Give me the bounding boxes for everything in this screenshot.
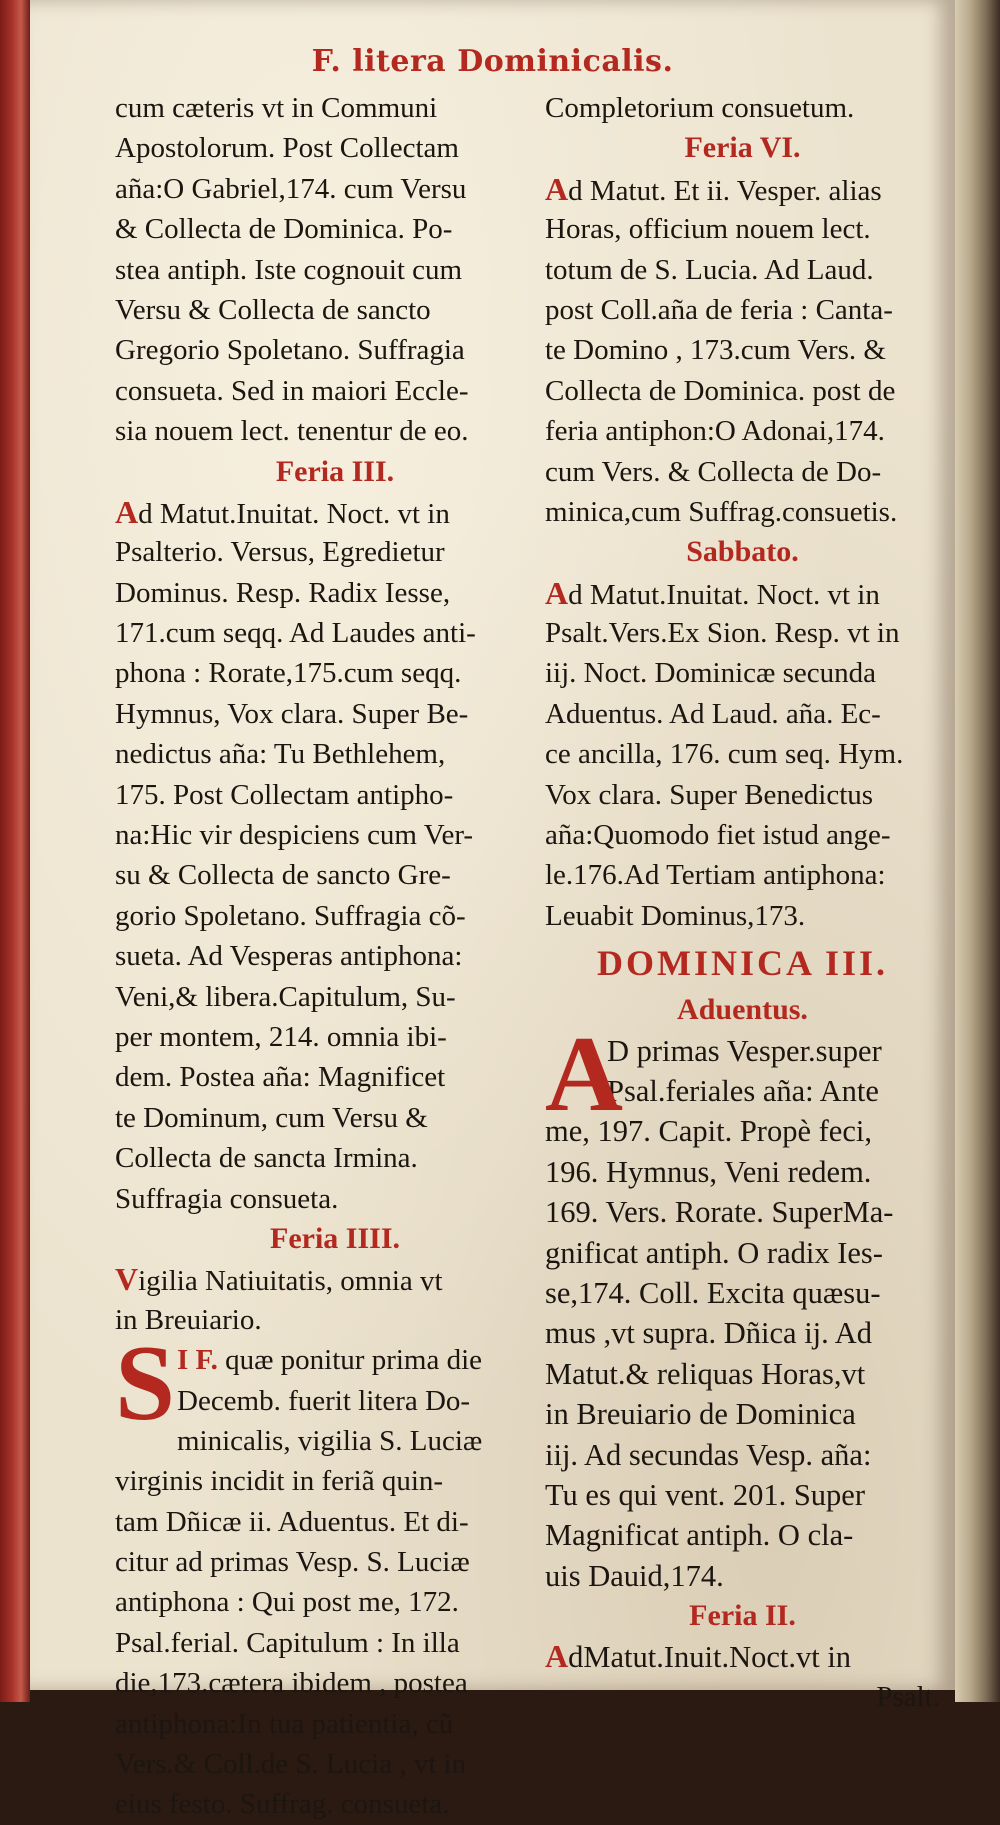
text-line: Dominus. Resp. Radix Iesse, [115,576,451,609]
text-line: Suffragia consueta. [115,1182,339,1215]
feria-vi-first-line: Ad Matut. Et ii. Vesper. alias [545,170,882,207]
text-line: Leuabit Dominus,173. [545,899,806,932]
text-line: Psal.feriales aña: Ante [607,1073,879,1108]
text-line: se,174. Coll. Excita quæsu- [545,1275,881,1310]
heading-sabbato: Sabbato. [686,535,799,569]
heading-feria-iii: Feria III. [275,454,395,488]
text-line: ce ancilla, 176. cum seq. Hym. [545,738,904,771]
book-page [30,0,955,1821]
text-line: sia nouem lect. tenentur de eo. [115,415,469,448]
catchword: Psalt. [876,1680,940,1713]
text-line: post Coll.aña de feria : Canta- [545,293,893,326]
text-line: Psalterio. Versus, Egredietur [115,536,445,569]
heading-dominica-iii: DOMINICA III. [596,943,889,984]
text-line: le.176.Ad Tertiam antiphona: [545,859,886,892]
text-line: dem. Postea aña: Magnificet [115,1061,446,1094]
text-line: su & Collecta de sancto Gre- [115,859,451,892]
text-line: tam Dñicæ ii. Aduentus. Et di- [115,1505,469,1538]
text-line: 171.cum seqq. Ad Laudes anti- [115,617,476,650]
running-head: F. litera Dominicalis. [311,44,674,79]
heading-feria-vi: Feria VI. [684,131,801,165]
text-line: Magnificat antiph. O cla- [545,1518,854,1553]
text-line: 175. Post Collectam antipho- [115,778,454,811]
text-line: antiphona:In tua patientia, cũ [115,1707,454,1740]
text-line: cum cæteris vt in Communi [115,92,438,124]
text-line: na:Hic vir despiciens cum Ver- [115,819,474,852]
si-f-continuation [115,1461,555,1825]
completorium-line: Completorium consuetum. [545,92,855,124]
text-line: antiphona : Qui post me, 172. [115,1586,459,1619]
book-fore-edge [955,0,1000,1702]
si-f-paragraph [115,1324,555,1461]
text-line: & Collecta de Dominica. Po- [115,213,453,246]
text-line: Collecta de sancta Irmina. [115,1142,418,1175]
text-line: Tu es qui vent. 201. Super [545,1477,865,1512]
text-line: Vers.& Coll.de S. Lucia , vt in [115,1748,467,1781]
text-line: phona : Rorate,175.cum seqq. [115,657,462,690]
text-line: minicalis, vigilia S. Luciæ [177,1424,483,1457]
text-line: Versu & Collecta de sancto [115,293,431,326]
text-line: Hymnus, Vox clara. Super Be- [115,697,469,730]
feria-iiii-first-line: Vigilia Natiuitatis, omnia vt [115,1261,443,1298]
text-line: per montem, 214. omnia ibi- [115,1020,447,1053]
text-line: uis Dauid,174. [545,1558,724,1593]
text-line: Horas, officium nouem lect. [545,213,871,246]
dominica-continuation [545,1111,940,1596]
dropcap-s: S [115,1324,176,1444]
text-line: Vox clara. Super Benedictus [545,778,874,811]
left-column [115,88,555,1825]
right-column [545,88,940,1717]
text-line: Veni,& libera.Capitulum, Su- [115,980,456,1013]
text-line: Decemb. fuerit litera Do- [177,1384,471,1417]
text-line: iij. Noct. Dominicæ secunda [545,657,877,690]
text-line: citur ad primas Vesp. S. Luciæ [115,1546,470,1579]
dropcap-a: A [545,1638,569,1675]
dropcap-v: V [115,1261,139,1298]
red-page-edge [0,0,30,1702]
text-line: Gregorio Spoletano. Suffragia [115,334,465,367]
left-opening-paragraph [115,88,555,452]
text-line: consueta. Sed in maiori Eccle- [115,374,469,407]
text-line: 169. Vers. Rorate. SuperMa- [545,1195,894,1230]
heading-feria-ii: Feria II. [689,1599,796,1633]
text-line: die,173.cætera ibidem , postea [115,1667,468,1700]
text-line: feria antiphon:O Adonai,174. [545,415,885,448]
feria-vi-paragraph [545,209,940,532]
text-line: Aduentus. Ad Laud. aña. Ec- [545,697,881,730]
text-line: totum de S. Lucia. Ad Laud. [545,253,874,286]
heading-feria-iiii: Feria IIII. [270,1221,400,1255]
sabbato-first-line: Ad Matut.Inuitat. Noct. vt in [545,574,880,611]
text-line: aña:O Gabriel,174. cum Versu [115,172,467,205]
text-line: sueta. Ad Vesperas antiphona: [115,940,463,973]
si-f-first-line: I F. quæ ponitur prima die [177,1344,483,1377]
dropcap-a: A [115,493,139,530]
text-line: Psal.ferial. Capitulum : In illa [115,1626,460,1659]
text-line: me, 197. Capit. Propè feci, [545,1114,872,1149]
text-line: 196. Hymnus, Veni redem. [545,1154,872,1189]
text-line: aña:Quomodo fiet istud ange- [545,819,891,852]
text-line: stea antiph. Iste cognouit cum [115,253,463,286]
feria-iii-paragraph [115,532,555,1219]
text-line: D primas Vesper.super [607,1033,882,1068]
dropcap-a: A [545,170,569,207]
feria-iiii-paragraph [115,1300,555,1340]
sabbato-paragraph [545,613,940,936]
feria-iii-first-line: Ad Matut.Inuitat. Noct. vt in [115,493,450,530]
text-line: nedictus aña: Tu Bethlehem, [115,738,446,771]
feria-ii-first-line: AdMatut.Inuit.Noct.vt in [545,1638,852,1675]
text-line: Psalt.Vers.Ex Sion. Resp. vt in [545,617,900,650]
heading-aduentus: Aduentus. [677,993,808,1027]
text-line: iij. Ad secundas Vesp. aña: [545,1437,872,1472]
text-line: virginis incidit in feriã quin- [115,1465,444,1498]
text-line: in Breuiario de Dominica [545,1397,856,1432]
text-line: cum Vers. & Collecta de Do- [545,455,882,488]
text-line: in Breuiario. [115,1303,262,1336]
dropcap-a-large: A [545,1014,623,1134]
text-line: gorio Spoletano. Suffragia cõ- [115,899,466,932]
text-line: Collecta de Dominica. post de [545,374,896,407]
text-line: gnificat antiph. O radix Ies- [545,1235,883,1270]
text-line: Matut.& reliquas Horas,vt [545,1356,866,1391]
text-line: eius festo. Suffrag. consueta. [115,1788,450,1821]
text-line: Apostolorum. Post Collectam [115,132,459,165]
text-line: minica,cum Suffrag.consuetis. [545,495,898,528]
text-line: te Domino , 173.cum Vers. & [545,334,886,367]
si-f-indented-lines [115,1381,555,1462]
text-line: te Dominum, cum Versu & [115,1101,428,1134]
text-line: mus ,vt supra. Dñica ij. Ad [545,1316,872,1351]
dropcap-a: A [545,574,569,611]
